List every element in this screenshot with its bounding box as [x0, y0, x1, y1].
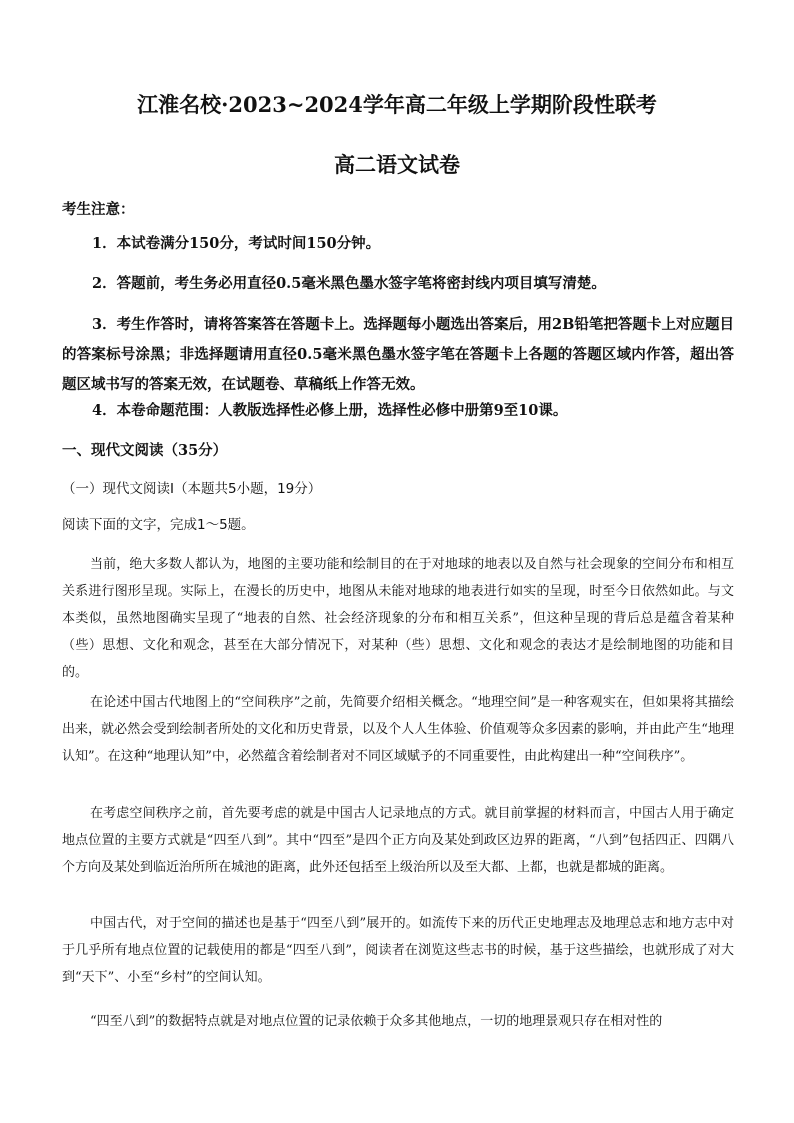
notice-heading: 考生注意：	[62, 201, 135, 218]
reading-paragraph-1: 当前，绝大多数人都认为，地图的主要功能和绘制目的在于对地球的地表以及自然与社会现象的空间分布和相互关系进行图形呈现。实际上，在漫长的历史中，地图从未能对地球的地表进行如实的呈现，时至今日依然如此。与文本类似，虽然地图确实呈现了“地表的自然、社会经济现象的分布和相互关系”，但这种呈现的背后总是蕴含着某种（些）思想、文化和观念，甚至在大部分情况下，对某种（些）思想、文化和观念的表达才是绘制地图的功能和目的。	[62, 557, 734, 680]
notice-item-2: 2．答题前，考生务必用直径0.5毫米黑色墨水签字笔将密封线内项目填写清楚。	[92, 275, 606, 292]
reading-paragraph-2: 在论述中国古代地图上的“空间秩序”之前，先简要介绍相关概念。“地理空间”是一种客观实在，但如果将其描绘出来，就必然会受到绘制者所处的文化和历史背景，以及个人人生体验、价值观等众多因素的影响，并由此产生“地理认知”。在这种“地理认知”中，必然蕴含着绘制者对不同区域赋予的不同重要性，由此构建出一种“空间秩序”。	[62, 695, 734, 764]
section-heading: 一、现代文阅读（35分）	[62, 442, 228, 459]
reading-paragraph-3: 在考虑空间秩序之前，首先要考虑的就是中国古人记录地点的方式。就目前掌握的材料而言，中国古人用于确定地点位置的主要方式就是“四至八到”。其中“四至”是四个正方向及某处到政区边界的距离，“八到”包括四正、四隅八个方向及某处到临近治所所在城池的距离，此外还包括至上级治所以及至大都、上都，也就是都城的距离。	[62, 806, 734, 875]
reading-paragraph-5: “四至八到”的数据特点就是对地点位置的记录依赖于众多其他地点，一切的地理景观只存在相对性的	[90, 1014, 663, 1029]
reading-paragraph-4: 中国古代，对于空间的描述也是基于“四至八到”展开的。如流传下来的历代正史地理志及地理总志和地方志中对于几乎所有地点位置的记载使用的都是“四至八到”，阅读者在浏览这些志书的时候，基于这些描绘，也就形成了对大到“天下”、小至“乡村”的空间认知。	[62, 916, 734, 985]
notice-item-3: 3．考生作答时，请将答案答在答题卡上。选择题每小题选出答案后，用2B铅笔把答题卡上对应题目的答案标号涂黑；非选择题请用直径0.5毫米黑色墨水签字笔在答题卡上各题的答题区域内作答，超出答题区域书写的答案无效，在试题卷、草稿纸上作答无效。	[62, 316, 734, 393]
notice-item-1: 1．本试卷满分150分，考试时间150分钟。	[92, 235, 381, 252]
section-subheading: （一）现代文阅读Ⅰ（本题共5小题，19分）	[62, 481, 322, 497]
exam-subtitle: 高二语文试卷	[334, 152, 460, 177]
notice-item-4: 4．本卷命题范围：人教版选择性必修上册，选择性必修中册第9至10课。	[92, 402, 568, 419]
reading-instruction: 阅读下面的文字，完成1～5题。	[62, 517, 255, 533]
exam-title: 江淮名校·2023~2024学年高二年级上学期阶段性联考	[137, 92, 657, 117]
